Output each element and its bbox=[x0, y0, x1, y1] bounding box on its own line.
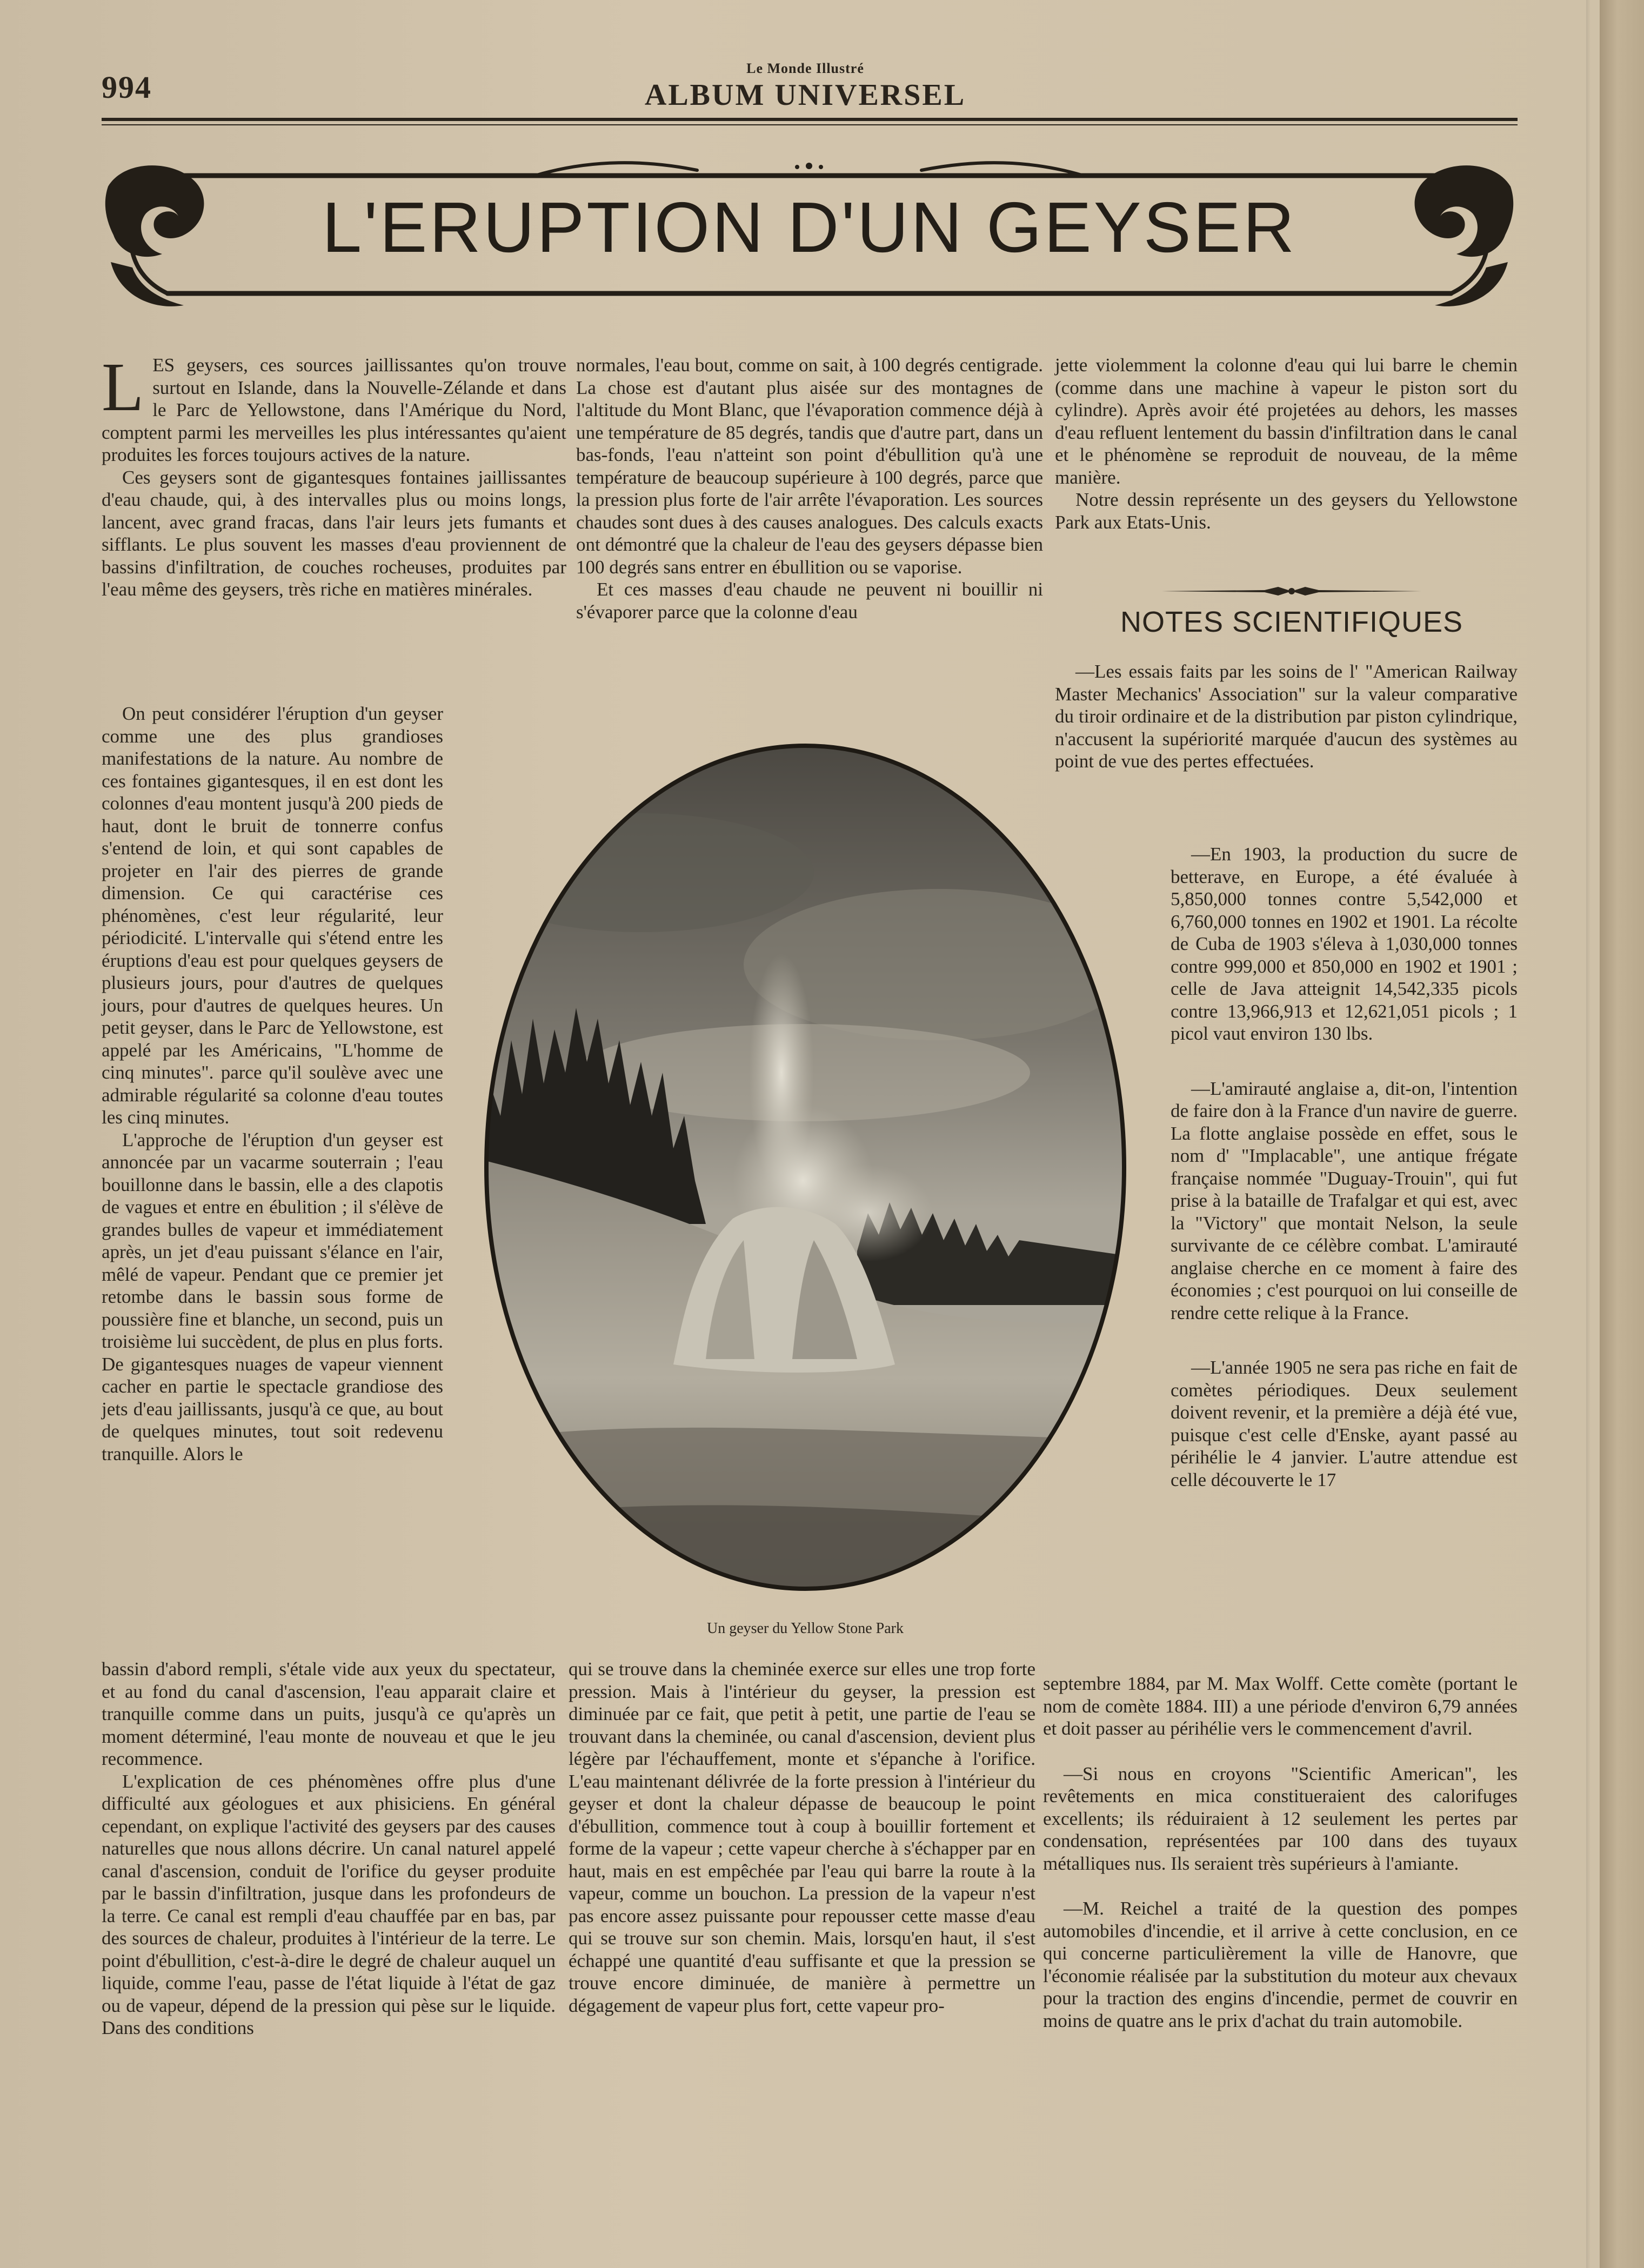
article-paragraph: normales, l'eau bout, comme on sait, à 100 degrés centigrade. La chose est d'autant plus aisée sur des montagnes de l'altitude du Mont Blanc, que l'évaporation commence déjà à une température de 85 degrés, tandis que d'autre part, dans un bas-fonds, l'eau n'atteint son point d'ébullition qu'à une température de beaucoup supérieure à 100 degrés, parce que la pression plus forte de l'air arrête l'évaporation. Les sources chaudes sont dues à des causes analogues. Des calculs exacts ont démontré que la chaleur de l'eau des geysers dépasse bien 100 degrés sans entrer en ébullition ou se vaporise. bbox=[576, 354, 1043, 578]
note-paragraph: septembre 1884, par M. Max Wolff. Cette comète (portant le nom de comète 1884. III) a une période d'environ 6,79 années et doit passer au périhélie vers le commencement d'avril. bbox=[1043, 1673, 1518, 1739]
article-paragraph: bassin d'abord rempli, s'étale vide aux yeux du spectateur, et au fond du canal d'ascension, l'eau apparait claire et tranquille comme dans un puits, jusqu'à ce qu'après un moment déterminé, l'eau monte de nouveau et que le jeu recommence. bbox=[102, 1658, 556, 1769]
header-rule bbox=[102, 118, 1518, 121]
geyser-photograph bbox=[479, 738, 1132, 1597]
article-paragraph: On peut considérer l'éruption d'un geyser comme une des plus grandioses manifestations de la nature. Au nombre de ces fontaines gigantesques, il en est dont les colonnes d'eau montent jusqu'à 200 pieds de haut, dont le bruit de tonnerre confus s'entend de loin, et qui sont capables de projeter en l'air des pierres de grande dimension. Ce qui caractérise ces phénomènes, c'est leur régularité, leur périodicité. L'intervalle qui s'étend entre les éruptions d'eau est pour quelques geysers de plusieurs jours, pour d'autres de quelques jours, pour d'autres de quelques heures. Un petit geyser, dans le Parc de Yellowstone, est appelé par les Américains, "L'homme de cinq minutes". parce qu'il soulève avec une admirable régularité sa colonne d'eau toutes les cinq minutes. bbox=[102, 703, 443, 1128]
article-column-1-narrow bbox=[102, 703, 443, 1465]
article-column-1 bbox=[102, 349, 566, 601]
article-paragraph: L'approche de l'éruption d'un geyser est annoncée par un vacarme souterrain ; l'eau bouillonne dans le bassin, elle a des clapotis de vagues et entre en ébulition ; il s'élève de grandes bulles de vapeur et immédiatement après, un jet d'eau puissant s'élance en l'air, mêlé de vapeur. Pendant que ce premier jet retombe dans le bassin sous forme de poussière fine et blanche, un second, puis un troisième lui succèdent, de plus en plus forts. De gigantesques nuages de vapeur viennent cacher en partie le spectacle grandiose des jets d'eau jaillissants, jusqu'à ce que, au bout de quelques minutes, tout soit redevenu tranquille. Alors le bbox=[102, 1129, 443, 1464]
article-paragraph: Ces geysers sont de gigantesques fontaines jaillissantes d'eau chaude, qui, à des intervalles plus ou moins longs, lancent, avec grand fracas, dans l'air leurs jets fumants et sifflants. Le plus souvent les masses d'eau proviennent de bassins d'infiltration, de couches rocheuses, produites par l'eau même des geysers, très riche en matières minérales. bbox=[102, 466, 566, 600]
article-paragraph: L'explication de ces phénomènes offre plus d'une difficulté aux géologues et aux phisiciens. En général cependant, on explique l'activité des geysers par des causes naturelles que nous allons décrire. Un canal naturel appelé canal d'ascension, conduit de l'orifice du geyser produite par le bassin d'infiltration, jusque dans les profondeurs de la terre. Ce canal est rempli d'eau chauffée par en bas, par des sources de chaleur, produites à l'intérieur de la terre. Le point d'ébullition, c'est-à-dire le degré de chaleur auquel un liquide, comme l'eau, passe de l'état liquide à l'état de gaz ou de vapeur, dépend de la pression qui pèse sur le liquide. Dans des conditions bbox=[102, 1770, 556, 2038]
page-fold-shadow bbox=[1586, 0, 1590, 2268]
article-paragraph: Et ces masses d'eau chaude ne peuvent ni bouillir ni s'évaporer parce que la colonne d'eau bbox=[576, 579, 1043, 623]
article-title: L'ERUPTION D'UN GEYSER bbox=[322, 188, 1297, 267]
note-paragraph: —L'année 1905 ne sera pas riche en fait de comètes périodiques. Deux seulement doivent revenir, et la première a déjà été vue, puisque c'est celle d'Enske, ayant passé au périhélie le 4 janvier. L'autre attendue est celle découverte le 17 bbox=[1171, 1357, 1518, 1490]
page-number: 994 bbox=[102, 70, 152, 105]
article-column-3 bbox=[1055, 354, 1518, 533]
paragraph-text: ES geysers, ces sources jaillissantes qu'on trouve surtout en Islande, dans la Nouvelle-Zélande et dans le Parc de Yellowstone, dans l'Amérique du Nord, comptent parmi les merveilles les plus intéressantes qu'aient produites les forces toujours actives de la nature. bbox=[102, 354, 566, 465]
drop-cap: L bbox=[102, 349, 144, 425]
note-paragraph: —M. Reichel a traité de la question des pompes automobiles d'incendie, et il arrive à cette conclusion, en ce qui concerne particulièrement la ville de Hanovre, que l'économie réalisée par la substitution du moteur aux chevaux pour la traction des engins d'incendie, permet de couvrir en moins de quatre ans le prix d'achat du train automobile. bbox=[1043, 1898, 1518, 2031]
article-column-2 bbox=[576, 354, 1043, 623]
header-rule-thin bbox=[102, 124, 1518, 125]
article-column-1-bottom bbox=[102, 1658, 556, 2039]
notes-column-narrow bbox=[1171, 843, 1518, 1491]
article-column-2-bottom bbox=[569, 1658, 1035, 2017]
note-paragraph: —En 1903, la production du sucre de betterave, en Europe, a été évaluée à 5,850,000 tonnes contre 5,542,000 et 6,760,000 tonnes en 1902 et 1901. La récolte de Cuba de 1903 s'éleva à 1,030,000 tonnes contre 999,000 et 850,000 en 1902 et 1901 ; celle de Java atteignit 14,542,335 picols contre 13,966,913 et 12,621,051 picols ; 1 picol vaut environ 130 lbs. bbox=[1171, 844, 1518, 1044]
page-margin-edge bbox=[1600, 0, 1644, 2268]
photo-caption: Un geyser du Yellow Stone Park bbox=[707, 1620, 904, 1637]
masthead-subtitle: Le Monde Illustré bbox=[746, 61, 864, 76]
note-paragraph: —L'amirauté anglaise a, dit-on, l'intention de faire don à la France d'un navire de guerre. La flotte anglaise possède en effet, sous le nom d' "Implacable", une antique frégate française nommée "Duguay-Trouin", qui fut prise à la bataille de Trafalgar et qui est, avec la "Victory" que montait Nelson, la seule survivante de ce célèbre combat. L'amirauté anglaise cherche en ce moment à faire des économies ; c'est pourquoi on lui conseille de rendre cette relique à la France. bbox=[1171, 1078, 1518, 1323]
masthead-title: ALBUM UNIVERSEL bbox=[644, 78, 966, 112]
title-banner bbox=[103, 154, 1516, 316]
divider-ornament bbox=[1162, 585, 1421, 598]
article-paragraph: qui se trouve dans la cheminée exerce sur elles une trop forte pression. Mais à l'intérieur du geyser, la pression est diminuée par ce fait, que petit à petit, une partie de l'eau se trouvant dans la cheminée, ou canal d'ascension, devient plus légère par l'échauffement, monte et s'épanche à l'orifice. L'eau maintenant délivrée de la forte pression à l'intérieur du geyser et dont la chaleur dépasse de beaucoup le point d'ébullition, commence tout à coup à bouillir fortement et forme de la vapeur ; cette vapeur cherche à s'échapper par en haut, mais en est empêchée par l'eau qui barre la route à la vapeur, comme un bouchon. La pression de la vapeur n'est pas encore assez puissante pour repousser cette masse d'eau qui se trouve sur son chemin. Mais, lorsqu'en haut, il s'est échappé une quantité d'eau suffisante et que la pression se trouve encore diminuée, de manière à permettre un dégagement de vapeur plus fort, cette vapeur pro- bbox=[569, 1658, 1035, 2016]
article-paragraph bbox=[102, 349, 566, 466]
notes-column-bottom bbox=[1043, 1672, 1518, 2032]
note-paragraph: —Si nous en croyons "Scientific American", les revêtements en mica constitueraient des calorifuges excellents; ils réduiraient à 12 seulement les pertes par condensation, représentées par 100 dans des tuyaux métalliques nus. Ils seraient très supérieurs à l'amiante. bbox=[1043, 1763, 1518, 1874]
article-paragraph: Notre dessin représente un des geysers du Yellowstone Park aux Etats-Unis. bbox=[1055, 489, 1518, 533]
note-paragraph: —Les essais faits par les soins de l' "American Railway Master Mechanics' Association" sur la valeur comparative du tiroir ordinaire et de la distribution par piston cylindrique, n'accusent la supériorité marquée d'aucun des systèmes au point de vue des pertes effectuées. bbox=[1055, 661, 1518, 772]
article-paragraph: jette violemment la colonne d'eau qui lui barre le chemin (comme dans une machine à vapeur le piston sort du cylindre). Après avoir été projetées au dehors, les masses d'eau refluent lentement du bassin d'infiltration dans le canal et le phénomène se reproduit de nouveau, de la même manière. bbox=[1055, 354, 1518, 488]
section-heading: NOTES SCIENTIFIQUES bbox=[1120, 606, 1463, 638]
